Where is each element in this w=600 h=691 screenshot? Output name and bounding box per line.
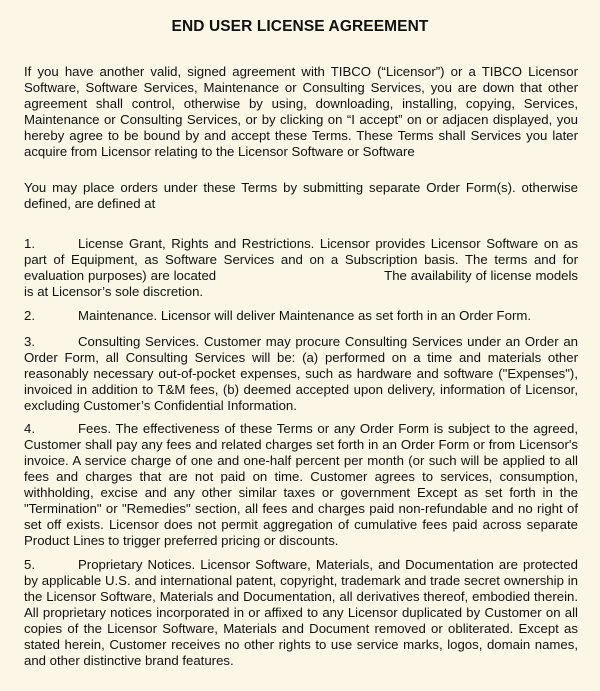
orders-paragraph: You may place orders under these Terms by submitting separate Order Form(s). otherwise defined, are defined at	[24, 180, 578, 211]
section-text: Fees. The effectiveness of these Terms or any Order Form is subject to the agreed, Customer shall pay any fees and related charges set forth in an Order Form or from Licensor's invoice. A service charge of one and one-half percent per month (or such will be applied to all fees and charges that are not paid on time. Customer agrees to services, consumption, withholding, excise and any other similar taxes or government Except as set forth in the "Termination" or "Remedies" section, all fees and charges paid non-refundable and no right of set off exists. Licensor does not permit aggregation of cumulative fees paid across separate Product Lines to trigger preferred pricing or discounts.	[24, 421, 578, 548]
section-number: 1.	[24, 236, 35, 251]
section-1	[24, 236, 578, 300]
section-3	[24, 334, 578, 414]
section-number: 2.	[24, 308, 35, 323]
section-5	[24, 557, 578, 669]
section-text: Proprietary Notices. Licensor Software, Materials, and Documentation are protected by applicable U.S. and international patent, copyright, trademark and trade secret ownership in the Licensor Software, Materials and Documentation, all derivatives thereof, embodied therein. All proprietary notices incorporated in or affixed to any Licensor duplicated by Customer on all copies of the Licensor Software, Materials and Document removed or obliterated. Except as stated herein, Customer receives no other rights to use service marks, logos, domain names, and other distinctive brand features.	[24, 557, 578, 668]
section-4	[24, 421, 578, 549]
intro-paragraph: If you have another valid, signed agreement with TIBCO (“Licensor”) or a TIBCO Licensor Software, Software Services, Maintenance or Consulting Services, you are down that other agreement shall control, otherwise by using, downloading, installing, copying, Services, Maintenance or Consulting Services, or by clicking on “I accept” on or adjacen displayed, you hereby agree to be bound by and accept these Terms. These Terms shall Services you later acquire from Licensor relating to the Licensor Software or Software	[24, 64, 578, 159]
page-title: END USER LICENSE AGREEMENT	[171, 18, 429, 35]
section-text: Consulting Services. Customer may procure Consulting Services under an Order an Order Form, all Consulting Services will be: (a) performed on a time and materials other reasonably necessary out-of-pocket expenses, such as hardware and software ("Expenses"), invoiced in addition to T&M fees, (b) deemed accepted upon delivery, information of Licensor, excluding Customer’s Confidential Information.	[24, 334, 578, 413]
section-number: 4.	[24, 421, 35, 436]
section-2	[24, 308, 578, 324]
section-number: 3.	[24, 334, 35, 349]
section-text: License Grant, Rights and Restrictions. Licensor provides Licensor Software on as part of Equipment, as Software Services and on a Subscription basis. The terms and for evaluation purposes) are located	[24, 236, 578, 283]
section-text-continued: The availability of license models is at Licensor’s sole discretion.	[24, 268, 579, 299]
section-text: Maintenance. Licensor will deliver Maintenance as set forth in an Order Form.	[78, 308, 531, 323]
section-number: 5.	[24, 557, 35, 572]
